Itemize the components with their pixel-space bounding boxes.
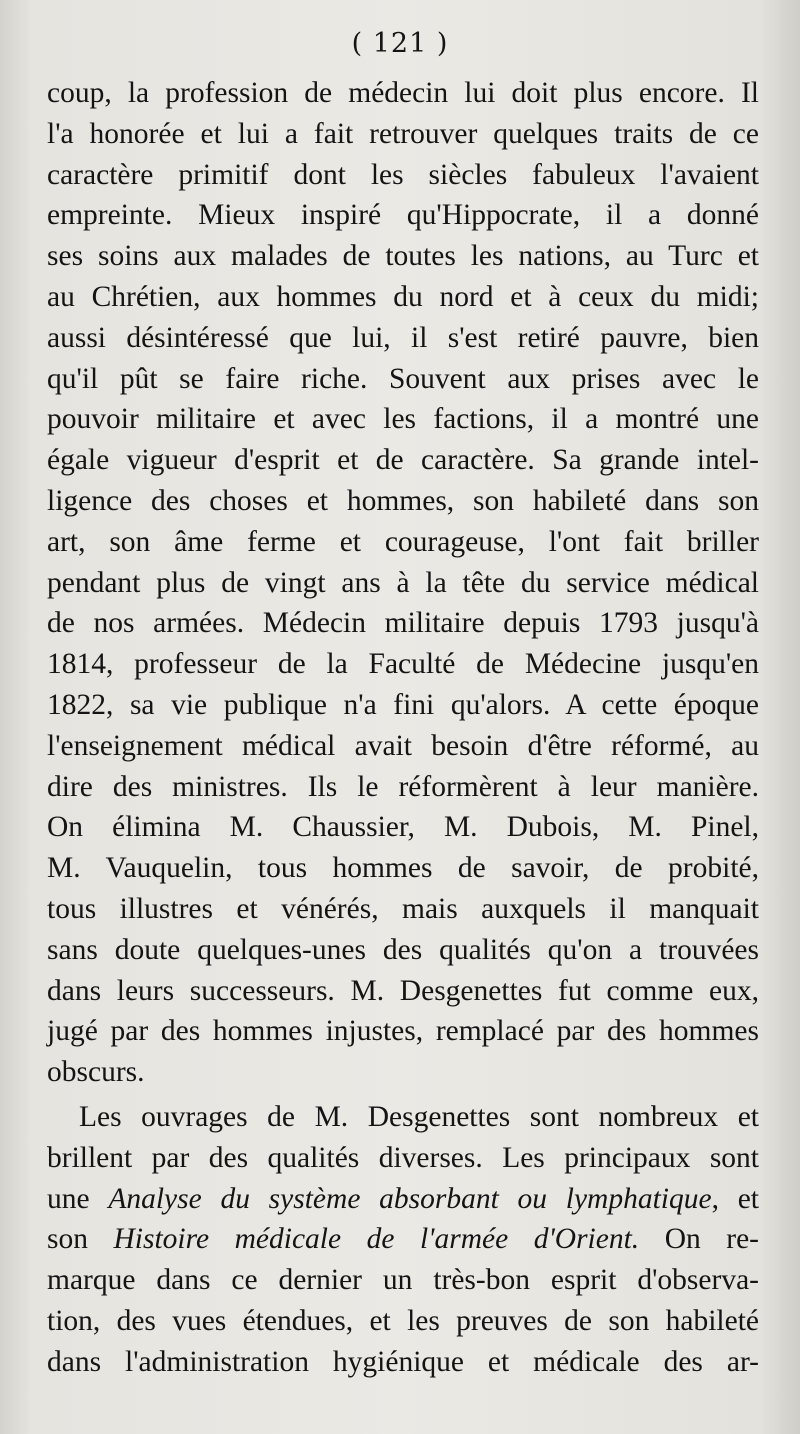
text-line: pendant plus de vingt ans à la tête du service médical <box>47 566 759 599</box>
text-span: , et <box>711 1182 759 1215</box>
text-line: tion, des vues étendues, et les preuves de son habileté <box>47 1304 759 1337</box>
text-line: empreinte. Mieux inspiré qu'Hippocrate, il a donné <box>47 199 759 232</box>
text-line <box>47 1219 759 1260</box>
paragraph-2 <box>47 1097 759 1383</box>
text-line: brillent par des qualités diverses. Les principaux sont <box>47 1141 759 1174</box>
text-span: On re- <box>639 1223 759 1256</box>
text-line: marque dans ce dernier un très-bon esprit d'observa- <box>47 1264 759 1297</box>
text-line: tous illustres et vénérés, mais auxquels il manquait <box>47 892 759 925</box>
text-line: de nos armées. Médecin militaire depuis 1793 jusqu'à <box>47 607 759 640</box>
book-title-histoire: Histoire médicale de l'armée d'Orient. <box>113 1223 640 1256</box>
text-line: coup, la profession de médecin lui doit plus encore. Il <box>47 77 759 109</box>
book-title-analyse: Analyse du système absorbant ou lymphatique <box>108 1182 712 1215</box>
text-line: caractère primitif dont les siècles fabuleux l'avaient <box>47 158 759 191</box>
text-span: son <box>47 1223 114 1256</box>
text-line: 1814, professeur de la Faculté de Médecine jusqu'en <box>47 648 759 681</box>
text-line <box>47 1179 759 1220</box>
text-line: pouvoir militaire et avec les factions, il a montré une <box>47 403 759 436</box>
text-line: 1822, sa vie publique n'a fini qu'alors. A cette époque <box>47 688 759 721</box>
text-line: l'enseignement médical avait besoin d'être réformé, au <box>47 729 759 762</box>
page-number: ( 121 ) <box>351 28 449 59</box>
text-line: dans l'administration hygiénique et médicale des ar- <box>47 1345 759 1378</box>
text-line: art, son âme ferme et courageuse, l'ont fait briller <box>47 525 759 558</box>
text-line: égale vigueur d'esprit et de caractère. Sa grande intel- <box>47 444 759 477</box>
text-line: au Chrétien, aux hommes du nord et à ceux du midi; <box>47 280 759 313</box>
paragraph-1 <box>47 73 759 1093</box>
text-line: aussi désintéressé que lui, il s'est retiré pauvre, bien <box>47 321 759 354</box>
text-line: sans doute quelques-unes des qualités qu'on a trouvées <box>47 933 759 966</box>
text-line: jugé par des hommes injustes, remplacé par des hommes <box>47 1015 759 1048</box>
text-line: obscurs. <box>47 1056 145 1089</box>
text-line: ligence des choses et hommes, son habileté dans son <box>47 484 759 517</box>
text-line: M. Vauquelin, tous hommes de savoir, de probité, <box>47 852 759 885</box>
text-span: une <box>47 1182 109 1215</box>
text-line: On élimina M. Chaussier, M. Dubois, M. Pinel, <box>47 811 759 844</box>
text-line: dans leurs successeurs. M. Desgenettes fut comme eux, <box>47 974 759 1007</box>
text-line: dire des ministres. Ils le réformèrent à leur manière. <box>47 770 759 803</box>
text-line: ses soins aux malades de toutes les nations, au Turc et <box>47 240 759 273</box>
text-line: Les ouvrages de M. Desgenettes sont nombreux et <box>79 1100 759 1133</box>
text-line: l'a honorée et lui a fait retrouver quelques traits de ce <box>47 117 759 150</box>
text-line: qu'il pût se faire riche. Souvent aux prises avec le <box>47 362 759 395</box>
body-text <box>47 73 759 1383</box>
